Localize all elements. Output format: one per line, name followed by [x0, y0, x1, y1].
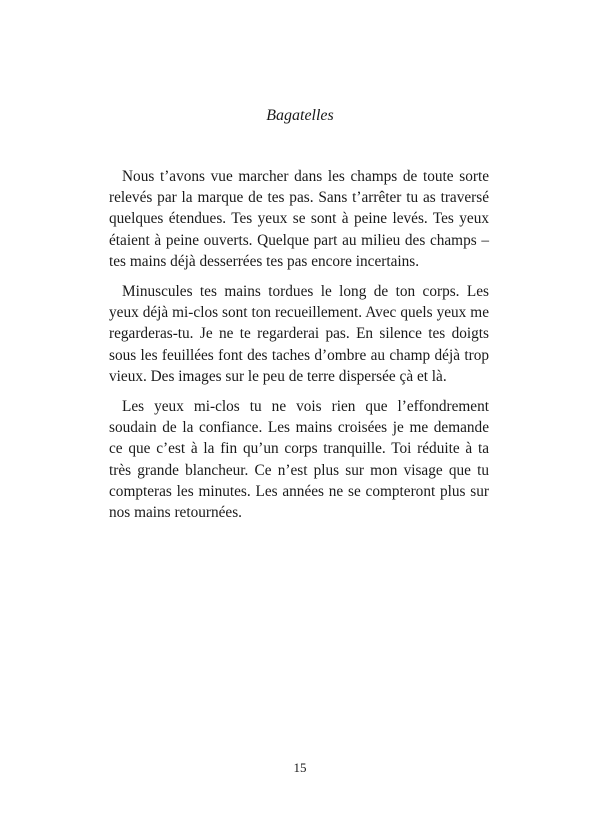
body-text — [109, 166, 489, 532]
paragraph-1: Nous t’avons vue marcher dans les champs de toute sorte relevés par la marque de tes pas. Sans t’arrêter tu as traversé quelques étendues. Tes yeux se sont à peine levés. Tes yeux étaient à peine ouverts. Quelque part au milieu des champs – tes mains déjà desserrées tes pas encore incertains. — [109, 168, 489, 270]
chapter-title: Bagatelles — [266, 107, 334, 124]
paragraph-3: Les yeux mi-clos tu ne vois rien que l’effondrement soudain de la confiance. Les mains croisées je me demande ce que c’est à la fin qu’un corps tranquille. Toi réduite à ta très grande blancheur. Ce n’est plus sur mon visage que tu compteras les minutes. Les années ne se compteront plus sur nos mains retournées. — [109, 398, 489, 522]
page-number: 15 — [293, 760, 307, 775]
paragraph-2: Minuscules tes mains tordues le long de ton corps. Les yeux déjà mi-clos sont ton recueillement. Avec quels yeux me regarderas-tu. Je ne te regarderai pas. En silence tes doigts sous les feuillées font des taches d’ombre au champ déjà trop vieux. Des images sur le peu de terre dispersée çà et là. — [109, 283, 489, 385]
